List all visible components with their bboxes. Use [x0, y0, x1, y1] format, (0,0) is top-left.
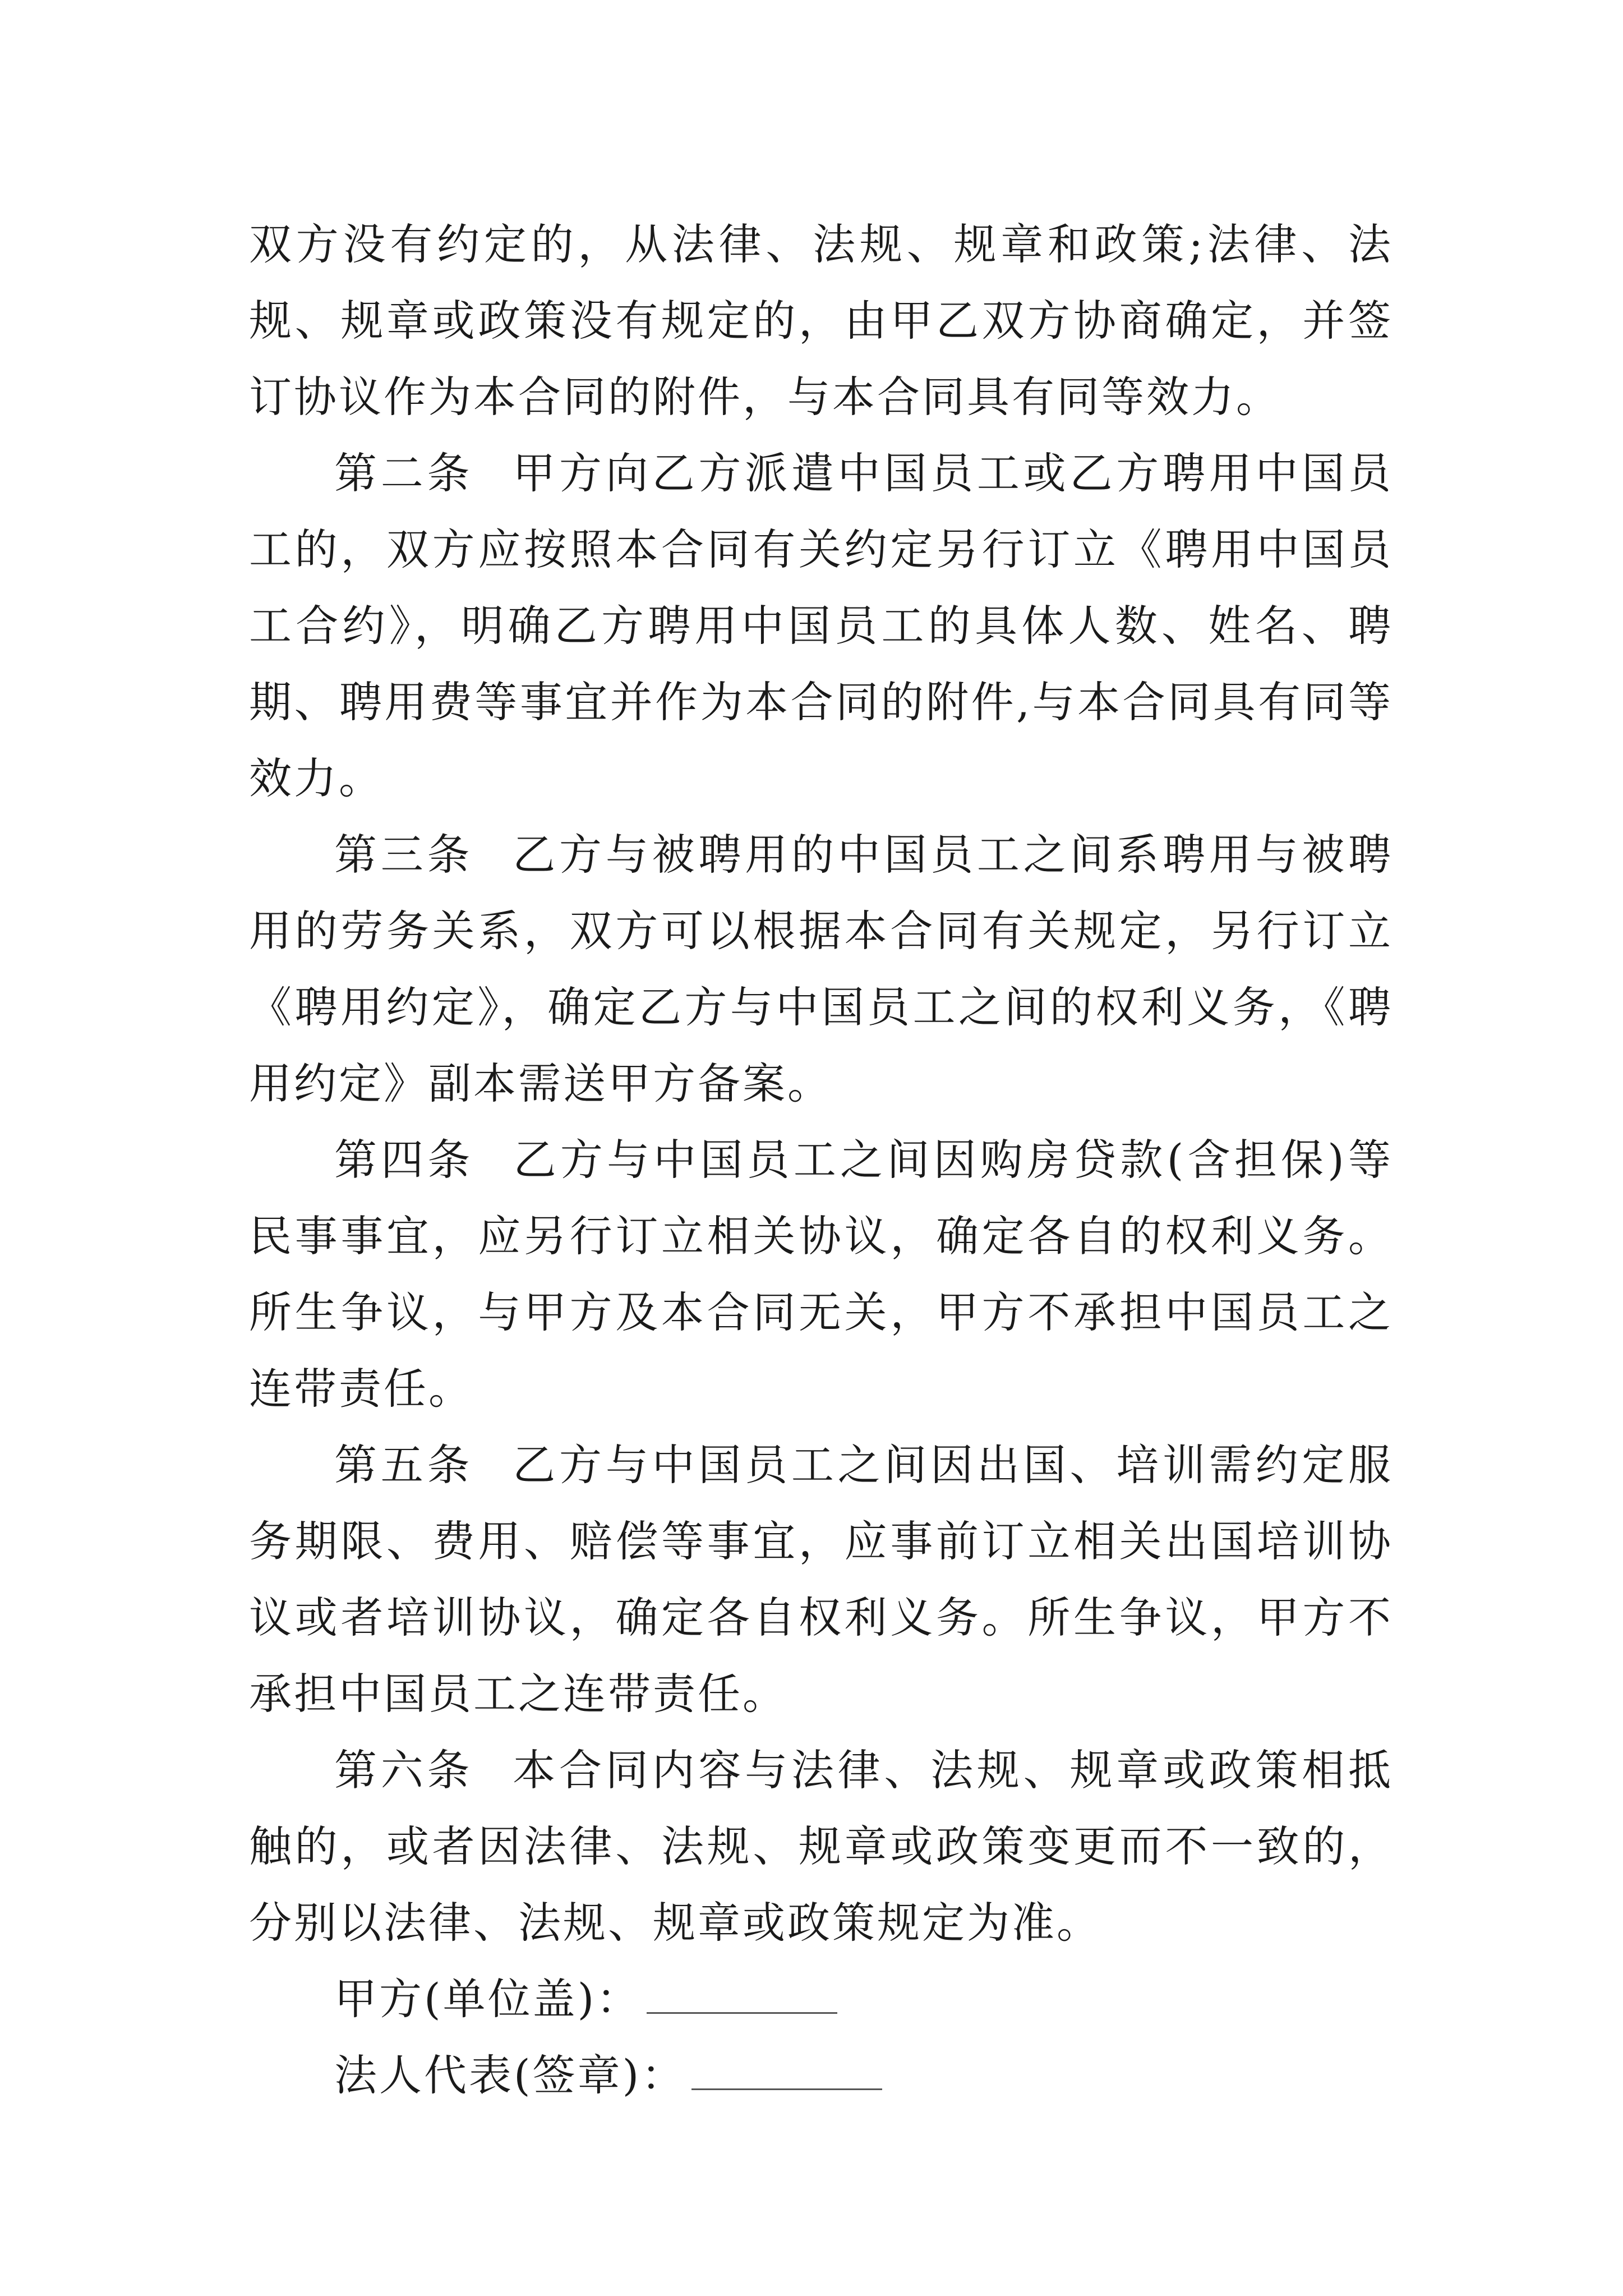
article-number: 第三条: [334, 830, 474, 880]
article-6: [249, 1732, 1393, 1961]
article-number: 第四条: [334, 1135, 474, 1185]
legal-rep-signature-blank: [691, 2059, 882, 2090]
article-number: 第二条: [334, 448, 474, 498]
article-text: 乙方与中国员工之间因购房贷款(含担保)等民事事宜，应另行订立相关协议，确定各自的权利义务。所生争议，与甲方及本合同无关，甲方不承担中国员工之连带责任。: [249, 1135, 1393, 1414]
contract-body: [249, 206, 1393, 2114]
article-number: 第五条: [334, 1440, 474, 1490]
legal-rep-signature-line: [249, 2037, 1393, 2114]
article-text: 甲方向乙方派遣中国员工或乙方聘用中国员工的，双方应按照本合同有关约定另行订立《聘用中国员工合约》，明确乙方聘用中国员工的具体人数、姓名、聘期、聘用费等事宜并作为本合同的附件,与本合同具有同等效力。: [249, 448, 1394, 803]
party-a-signature-line: [249, 1961, 1393, 2037]
party-a-seal-blank: [647, 1983, 837, 2014]
legal-rep-label: 法人代表(签章)：: [334, 2050, 686, 2100]
party-a-label: 甲方(单位盖)：: [334, 1974, 642, 2024]
article-text: 乙方与被聘用的中国员工之间系聘用与被聘用的劳务关系，双方可以根据本合同有关规定，另行订立《聘用约定》，确定乙方与中国员工之间的权利义务，《聘用约定》副本需送甲方备案。: [249, 830, 1394, 1108]
article-2: [249, 435, 1393, 817]
article-3: [249, 817, 1393, 1122]
article-number: 第六条: [334, 1745, 474, 1795]
article-5: [249, 1427, 1393, 1732]
article-text: 乙方与中国员工之间因出国、培训需约定服务期限、费用、赔偿等事宜，应事前订立相关出国培训协议或者培训协议，确定各自权利义务。所生争议，甲方不承担中国员工之连带责任。: [249, 1440, 1394, 1719]
article-4: [249, 1122, 1393, 1427]
article-text: 本合同内容与法律、法规、规章或政策相抵触的，或者因法律、法规、规章或政策变更而不一致的，分别以法律、法规、规章或政策规定为准。: [249, 1745, 1394, 1948]
intro-paragraph: 双方没有约定的，从法律、法规、规章和政策;法律、法规、规章或政策没有规定的，由甲乙双方协商确定，并签订协议作为本合同的附件，与本合同具有同等效力。: [249, 219, 1393, 422]
